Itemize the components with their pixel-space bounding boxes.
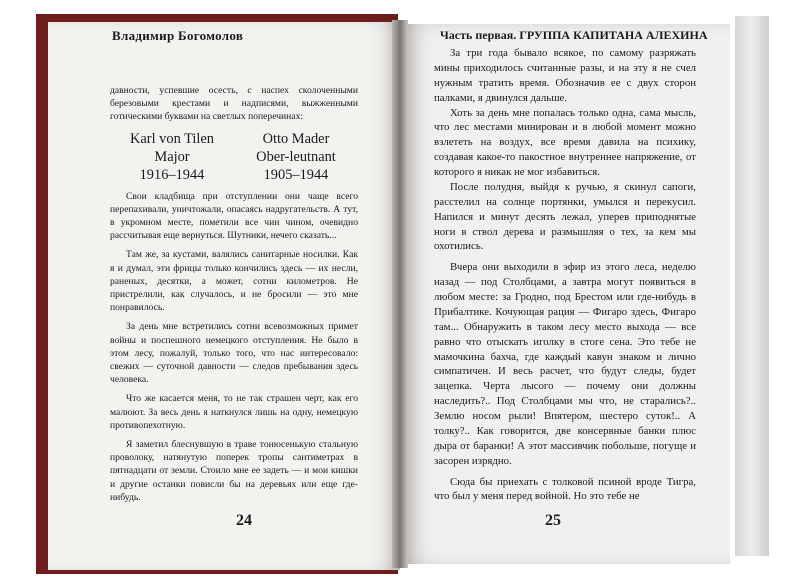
right-running-header: Часть первая. ГРУППА КАПИТАНА АЛЕХИНА [440, 28, 708, 42]
paragraph: После полудня, выйдя к ручью, я скинул сапоги, расстелил на солнце портянки, умылся и перекусил. Напился и минут десять лежал, уперев приподнятые ноги в ствол дерева и размышляя о тех, за кем мы охотились. [434, 180, 696, 253]
paragraph: давности, успевшие осесть, с наспех сколоченными березовыми крестами и надписями, выжженными готическими буквами на светлых поперечинах: [110, 85, 358, 123]
left-page-text [110, 84, 358, 504]
grave-inscriptions [110, 130, 358, 184]
paragraph: За день мне встретились сотни всевозможных примет войны и поспешного немецкого отступления. Не было в этом лесу, пожалуй, только того, что нас интересовало: свежих — суточной давности — следов пребывания здесь человека. [110, 321, 358, 386]
paragraph: Я заметил блеснувшую в траве тонюсенькую стальную проволоку, натянутую поперек тропы сантиметрах в пятнадцати от земли. Стоило мне ее задеть — и мои кишки и другие останки повисли бы на деревьях или еще где-нибудь. [110, 439, 358, 503]
page-number-right: 25 [545, 512, 561, 529]
grave-rank: Ober-leutnant [256, 148, 336, 165]
grave-name: Otto Mader [262, 130, 330, 147]
paragraph: Свои кладбища при отступлении они чаще всего перепахивали, уничтожали, опасаясь надругательств. А тут, в укромном месте, пометили все чин чином, очевидно рассчитывая еще вернуться. Шутники, нечего сказать... [110, 190, 358, 242]
paragraph: Вчера они выходили в эфир из этого леса, неделю назад — под Столбцами, а завтра могут появиться в любом месте: за Гродно, под Брестом или где-нибудь в Прибалтике. Кочующая рация — Фигаро здесь, Фигаро там... Обнаружить в таком лесу место выхода — все равно что отыскать иголку в стоге сена. Это тебе не мамочкина бахча, где каждый кавун знаком и лично симпатичен. И весь расчет, что будут следы, будет зацепка. Черта лысого — почему они должны наследить?.. Под Столбцами мы что, не старались?.. Землю носом рыли! Впятером, шестеро суток!.. А толку?.. Как говорится, две консервные банки плюс дыра от баранки! А этот массивчик побольше, погуще и засорен изрядно. [434, 261, 696, 467]
grave-name: Karl von Tilen [130, 130, 214, 147]
left-running-header: Владимир Богомолов [112, 28, 244, 43]
paragraph: Сюда бы приехать с толковой псиной вроде Тигра, что был у меня перед войной. Но это тебе не [434, 475, 696, 503]
page-edges [735, 16, 769, 556]
paragraph: Что же касается меня, то не так страшен черт, как его малюют. За весь день я наткнулся лишь на одну, немецкую противопехотную. [110, 393, 358, 431]
page-number-left: 24 [236, 512, 252, 529]
right-page-text [434, 46, 696, 504]
paragraph: Хоть за день мне попалась только одна, сама мысль, что лес местами минирован и в любой момент можно взлететь на воздух, все время давила на психику, создавая какое-то пакостное внутреннее напряжение, от которого я никак не мог избавиться. [434, 106, 696, 178]
grave-years: 1905–1944 [263, 166, 329, 183]
paragraph: За три года бывало всякое, по самому разряжать мины приходилось считанные разы, и на эту я не счел нужным тратить время. Обозначив ее с двух сторон палками, я двинулся дальше. [434, 47, 696, 104]
grave-years: 1916–1944 [139, 166, 205, 183]
book-spine-gutter [392, 20, 408, 568]
grave-rank: Major [154, 148, 190, 165]
paragraph: Там же, за кустами, валялись санитарные носилки. Как я и думал, эти фрицы только кончились здесь — их несли, раненых, десятки, а может, сотни километров. Не пристрелили, как случалось, и не бросили — это мне понравилось. [110, 249, 358, 314]
